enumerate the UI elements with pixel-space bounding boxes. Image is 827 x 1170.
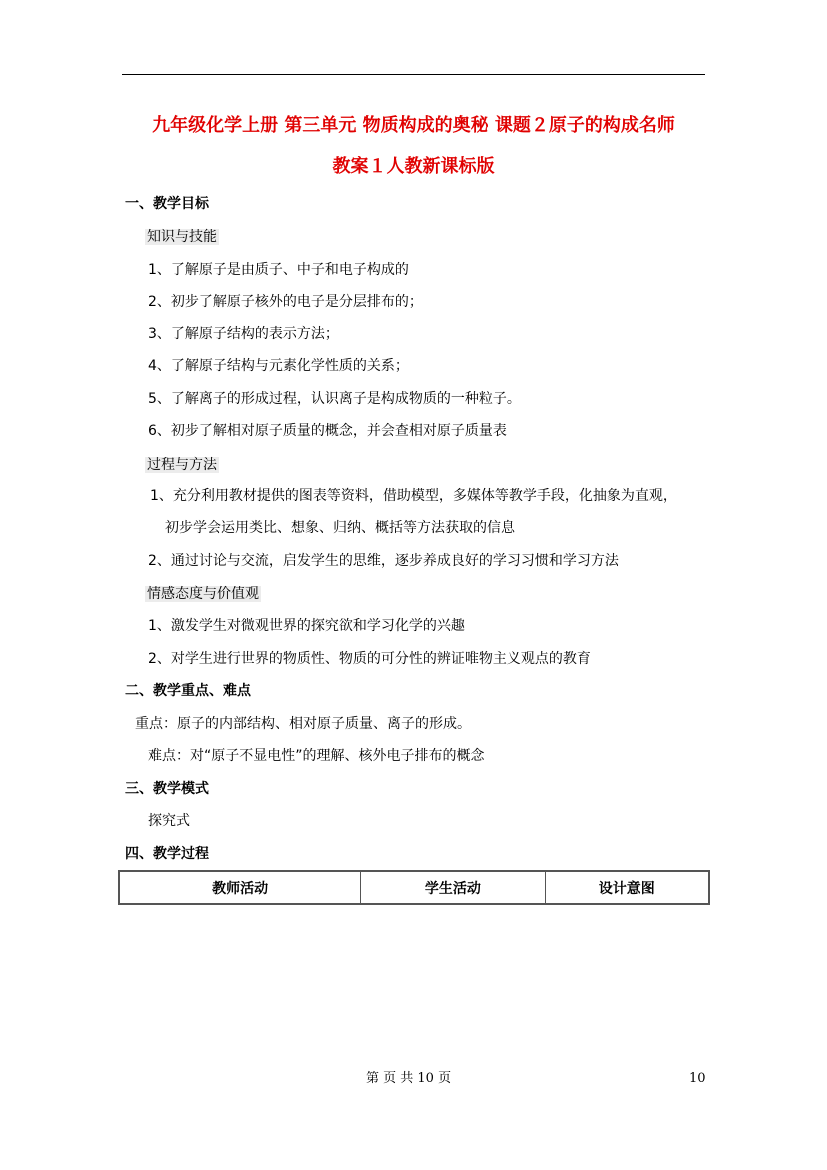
list-item: 4、了解原子结构与元素化学性质的关系； [148,358,409,374]
difficulty-text: 难点：对“原子不显电性”的理解、核外电子排布的概念 [148,748,485,764]
subheading-attitudes-values-label: 情感态度与价值观 [147,586,259,602]
list-item: 2、通过讨论与交流，启发学生的思维，逐步养成良好的学习习惯和学习方法 [148,553,619,569]
table-header-student-activity: 学生活动 [361,871,545,904]
section-heading-teaching-mode: 三、教学模式 [125,781,209,797]
header-rule [122,74,705,75]
list-item: 3、了解原子结构的表示方法； [148,326,339,342]
footer-page-number: 10 [689,1071,706,1086]
list-item: 1、充分利用教材提供的图表等资料，借助模型，多媒体等教学手段，化抽象为直观， [150,488,677,504]
list-item: 2、对学生进行世界的物质性、物质的可分性的辨证唯物主义观点的教育 [148,651,591,667]
section-heading-objectives: 一、教学目标 [125,196,209,212]
list-item: 2、初步了解原子核外的电子是分层排布的； [148,294,423,310]
list-item-continuation: 初步学会运用类比、想象、归纳、概括等方法获取的信息 [165,520,515,536]
document-title-line-2: 教案１人教新课标版 [332,156,495,177]
document-title-line-1: 九年级化学上册 第三单元 物质构成的奥秘 课题２原子的构成名师 [152,115,675,136]
key-point-text: 重点：原子的内部结构、相对原子质量、离子的形成。 [135,716,471,732]
list-item: 1、了解原子是由质子、中子和电子构成的 [148,262,409,278]
subheading-attitudes-values [145,585,261,603]
subheading-knowledge-skills [145,228,219,246]
table-header-teacher-activity: 教师活动 [119,871,361,904]
list-item: 1、激发学生对微观世界的探究欲和学习化学的兴趣 [148,618,465,634]
subheading-knowledge-skills-label: 知识与技能 [147,229,217,245]
footer-page-info: 第 页 共 10 页 [366,1071,452,1086]
section-heading-key-points: 二、教学重点、难点 [125,683,251,699]
list-item: 6、初步了解相对原子质量的概念，并会查相对原子质量表 [148,423,507,439]
list-item: 5、了解离子的形成过程，认识离子是构成物质的一种粒子。 [148,391,521,407]
subheading-process-methods [145,456,219,474]
table-header-design-intent: 设计意图 [545,871,709,904]
teaching-mode-text: 探究式 [148,813,190,829]
section-heading-teaching-process: 四、教学过程 [125,846,209,862]
teaching-process-table [118,870,710,905]
table-header-row [119,871,709,904]
subheading-process-methods-label: 过程与方法 [147,457,217,473]
